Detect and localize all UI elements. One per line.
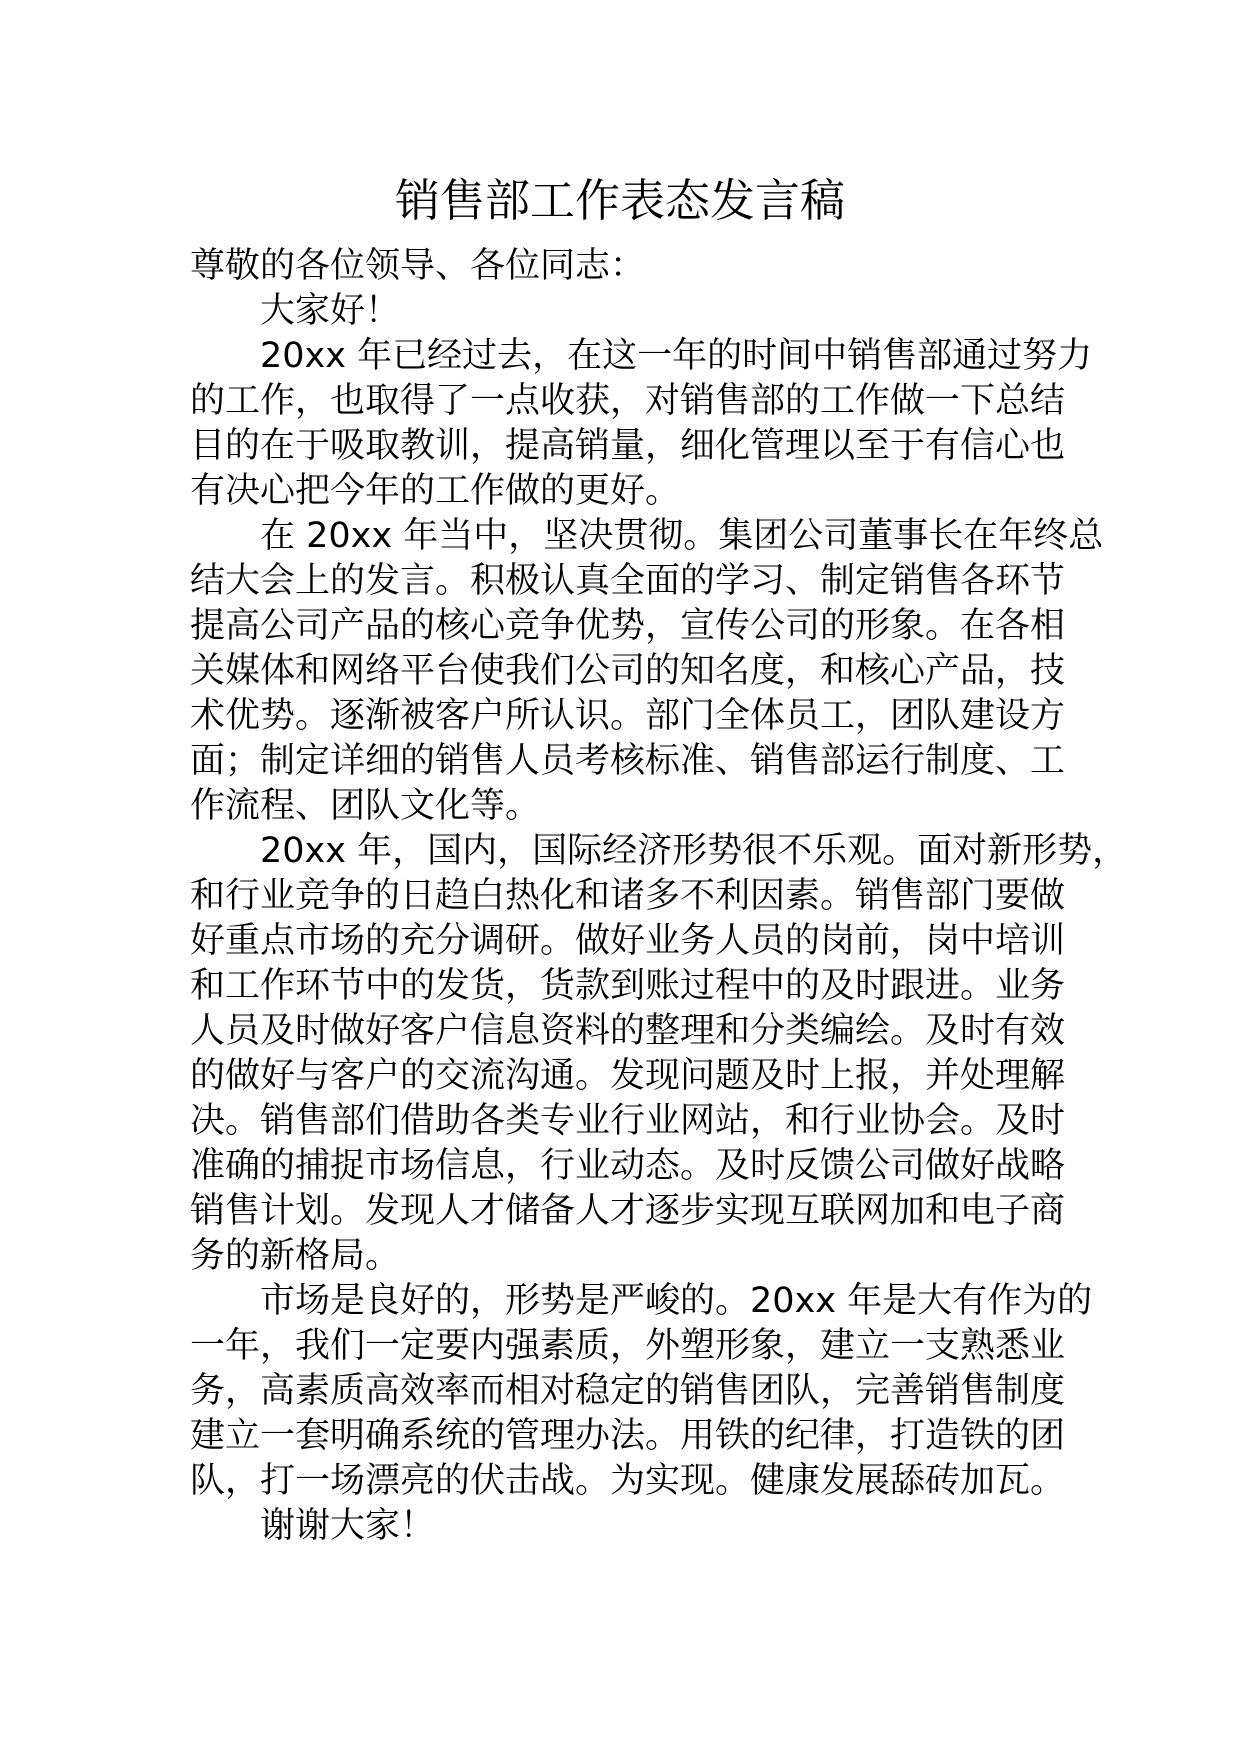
paragraph-line: 队，打一场漂亮的伏击战。为实现。健康发展舔砖加瓦。 (190, 1461, 1066, 1501)
paragraph-line: 一年，我们一定要内强素质，外塑形象，建立一支熟悉业 (190, 1326, 1066, 1366)
paragraph-line: 目的在于吸取教训，提高销量，细化管理以至于有信心也 (190, 426, 1066, 466)
paragraph-line: 和行业竞争的日趋白热化和诸多不利因素。销售部门要做 (190, 876, 1066, 916)
paragraph-line: 决。销售部们借助各类专业行业网站，和行业协会。及时 (190, 1101, 1066, 1141)
paragraph-line: 作流程、团队文化等。 (190, 786, 541, 826)
paragraph (190, 334, 1093, 514)
paragraph-line: 务的新格局。 (190, 1236, 401, 1276)
paragraph-line: 建立一套明确系统的管理办法。用铁的纪律，打造铁的团 (190, 1416, 1066, 1456)
paragraph (190, 514, 1104, 829)
paragraph-line: 销售计划。发现人才储备人才逐步实现互联网加和电子商 (190, 1191, 1066, 1231)
paragraph-line: 在 20xx 年当中，坚决贯彻。集团公司董事长在年终总 (260, 516, 1104, 556)
paragraph-line: 谢谢大家！ (260, 1506, 436, 1546)
salutation: 尊敬的各位领导、各位同志： (190, 246, 646, 286)
paragraph-line: 20xx 年，国内，国际经济形势很不乐观。面对新形势， (260, 831, 1128, 871)
paragraph-line: 的工作，也取得了一点收获，对销售部的工作做一下总结 (190, 381, 1066, 421)
paragraph-line: 和工作环节中的发货，货款到账过程中的及时跟进。业务 (190, 966, 1066, 1006)
paragraph (190, 1279, 1093, 1504)
paragraph-line: 大家好！ (260, 291, 401, 331)
paragraph-line: 人员及时做好客户信息资料的整理和分类编绘。及时有效 (190, 1011, 1066, 1051)
paragraph (190, 829, 1128, 1279)
paragraph-line: 市场是良好的，形势是严峻的。20xx 年是大有作为的 (260, 1281, 1093, 1321)
paragraph-line: 提高公司产品的核心竞争优势，宣传公司的形象。在各相 (190, 606, 1066, 646)
paragraph (190, 289, 1090, 334)
paragraph-line: 务，高素质高效率而相对稳定的销售团队，完善销售制度 (190, 1371, 1066, 1411)
paragraph-line: 有决心把今年的工作做的更好。 (190, 471, 681, 511)
paragraph-line: 20xx 年已经过去，在这一年的时间中销售部通过努力 (260, 336, 1093, 376)
paragraph-line: 结大会上的发言。积极认真全面的学习、制定销售各环节 (190, 561, 1066, 601)
paragraph (190, 1504, 1090, 1549)
document-body (190, 244, 1128, 1549)
paragraph-line: 术优势。逐渐被客户所认识。部门全体员工，团队建设方 (190, 696, 1066, 736)
paragraph-line: 的做好与客户的交流沟通。发现问题及时上报，并处理解 (190, 1056, 1066, 1096)
paragraph-line: 准确的捕捉市场信息，行业动态。及时反馈公司做好战略 (190, 1146, 1066, 1186)
paragraph-line: 关媒体和网络平台使我们公司的知名度，和核心产品，技 (190, 651, 1066, 691)
paragraph-list (190, 289, 1128, 1549)
document-title: 销售部工作表态发言稿 (394, 174, 845, 227)
paragraph-line: 好重点市场的充分调研。做好业务人员的岗前，岗中培训 (190, 921, 1066, 961)
paragraph-line: 面；制定详细的销售人员考核标准、销售部运行制度、工 (190, 741, 1066, 781)
